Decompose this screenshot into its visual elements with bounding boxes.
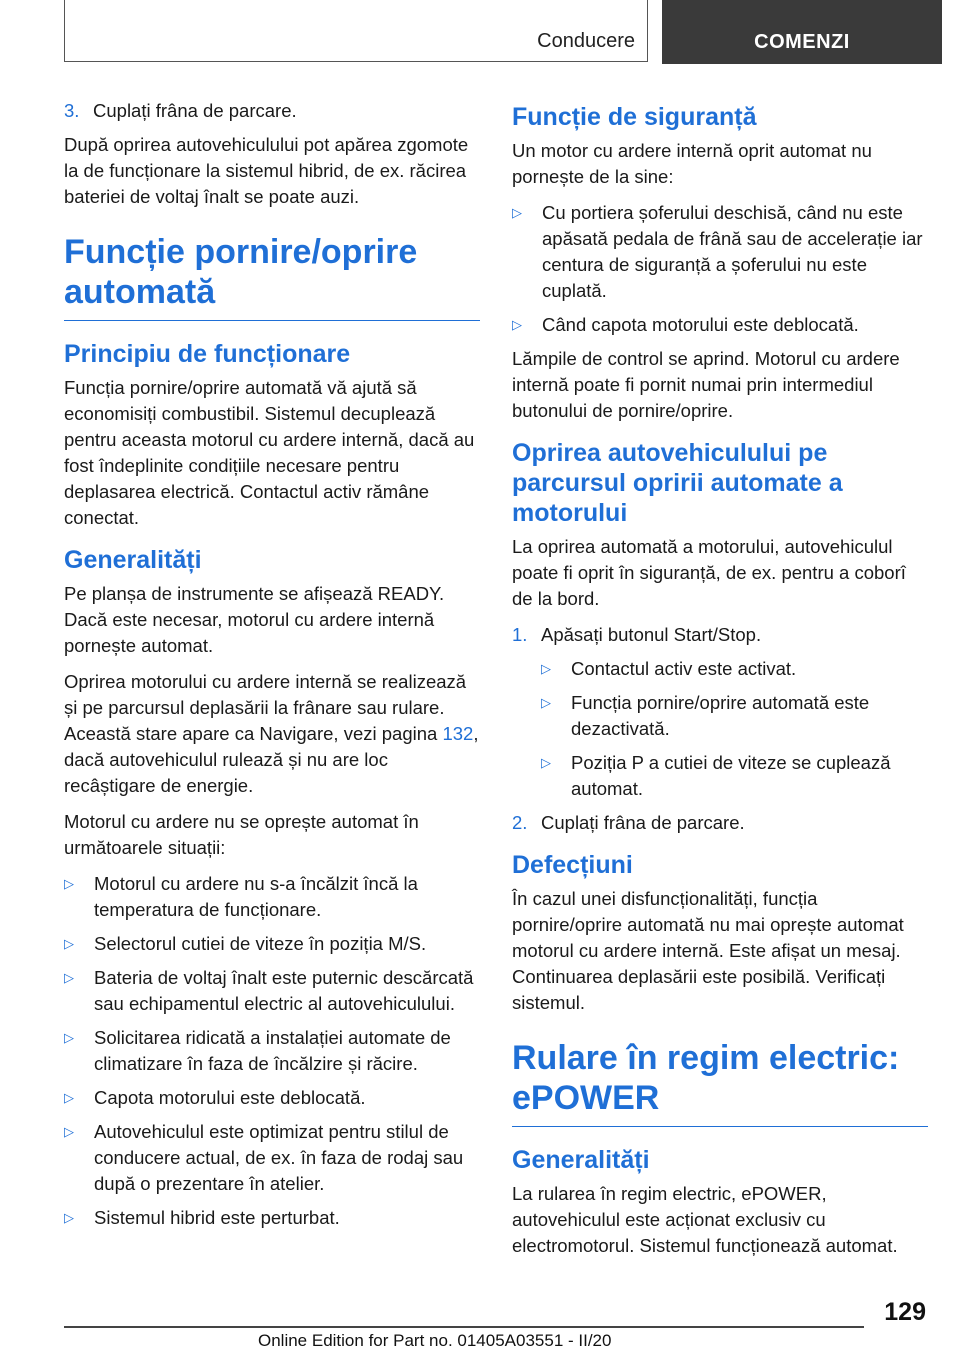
- triangle-bullet-icon: ▷: [541, 695, 551, 710]
- step-text: Cuplați frâna de parcare.: [93, 100, 297, 121]
- paragraph: La rularea în regim electric, ePOWER, autovehiculul este acționat exclusiv cu electromotorul. Sistemul funcționează automat.: [512, 1183, 898, 1256]
- bullet-list: [64, 871, 480, 1231]
- paragraph-text: Oprirea motorului cu ardere internă se realizează și pe parcursul deplasării la frânare sau rulare. Această stare apare ca Navigare, vezi pagina: [64, 671, 467, 744]
- paragraph: Un motor cu ardere internă oprit automat nu pornește de la sine:: [512, 140, 872, 187]
- section-heading: Rulare în regim electric: ePOWER: [512, 1038, 928, 1127]
- bullet-item: [541, 750, 928, 802]
- step-number: 3.: [64, 100, 80, 121]
- triangle-bullet-icon: ▷: [64, 1030, 74, 1045]
- bullet-text: Capota motorului este deblocată.: [94, 1087, 366, 1108]
- triangle-bullet-icon: ▷: [541, 755, 551, 770]
- bullet-text: Selectorul cutiei de viteze în poziția M/S.: [94, 933, 427, 954]
- triangle-bullet-icon: ▷: [512, 205, 522, 220]
- right-column: [512, 98, 928, 1269]
- step-text: Apăsați butonul Start/Stop.: [541, 624, 762, 645]
- bullet-item: [64, 1205, 480, 1231]
- bullet-item: [541, 656, 928, 682]
- bullet-text: Funcția pornire/oprire automată este dezactivată.: [571, 692, 870, 739]
- paragraph-text: , dacă autovehiculul rulează și nu are loc recâștigare de energie.: [64, 723, 479, 796]
- triangle-bullet-icon: ▷: [64, 876, 74, 891]
- paragraph: Motorul cu ardere nu se oprește automat în următoarele situații:: [64, 811, 419, 858]
- triangle-bullet-icon: ▷: [541, 661, 551, 676]
- section-box: [64, 0, 648, 62]
- subsection-heading: Principiu de funcționare: [64, 340, 351, 368]
- edition-text: Online Edition for Part no. 01405A03551 - II/20: [258, 1331, 612, 1350]
- bullet-item: [64, 931, 480, 957]
- bullet-item: [64, 965, 480, 1017]
- section-heading: Funcție pornire/oprire automată: [64, 232, 480, 321]
- subsection-heading: Generalități: [512, 1146, 650, 1174]
- bullet-item: [541, 690, 928, 742]
- triangle-bullet-icon: ▷: [64, 1090, 74, 1105]
- bullet-text: Motorul cu ardere nu s-a încălzit încă la temperatura de funcționare.: [94, 873, 418, 920]
- paragraph: [64, 669, 480, 799]
- bullet-item: [64, 1085, 480, 1111]
- triangle-bullet-icon: ▷: [512, 317, 522, 332]
- triangle-bullet-icon: ▷: [64, 1124, 74, 1139]
- chapter-tab: COMENZI: [662, 0, 942, 64]
- left-column: [64, 98, 480, 1239]
- footer-divider: [64, 1326, 864, 1328]
- bullet-text: Contactul activ este activat.: [571, 658, 797, 679]
- step-number: 2.: [512, 812, 528, 833]
- bullet-item: [512, 200, 928, 304]
- step-text: Cuplați frâna de parcare.: [541, 812, 745, 833]
- page-header: [0, 0, 960, 66]
- bullet-text: Poziția P a cutiei de viteze se cuplează automat.: [571, 752, 891, 799]
- section-title: Conducere: [537, 30, 635, 52]
- list-item: [512, 622, 928, 648]
- subsection-heading: Generalități: [64, 546, 202, 574]
- paragraph: Funcția pornire/oprire automată vă ajută să economisiți combustibil. Sistemul decuplează pentru aceasta motorul cu ardere internă, dacă au fost îndeplinite condițiile necesare pentru deplasarea electrică. Contactul activ rămâne conectat.: [64, 377, 475, 528]
- subsection-heading: Oprirea autovehiculului pe parcursul opririi automate a motorului: [512, 439, 843, 527]
- page-link[interactable]: 132: [442, 723, 474, 744]
- triangle-bullet-icon: ▷: [64, 1210, 74, 1225]
- bullet-text: Când capota motorului este deblocată.: [542, 314, 859, 335]
- paragraph: În cazul unei disfuncționalități, funcția pornire/oprire automată nu mai oprește automat motorul cu ardere internă. Este afișat un mesaj. Continuarea deplasării este posibilă. Verificați sistemul.: [512, 888, 904, 1013]
- paragraph: După oprirea autovehiculului pot apărea zgomote la de funcționare la sistemul hibrid, de ex. răcirea bateriei de voltaj înalt se poate auzi.: [64, 134, 469, 207]
- list-item: [512, 810, 928, 836]
- list-item: [64, 98, 480, 124]
- triangle-bullet-icon: ▷: [64, 970, 74, 985]
- triangle-bullet-icon: ▷: [64, 936, 74, 951]
- paragraph: Pe planșa de instrumente se afișează READY. Dacă este necesar, motorul cu ardere internă pornește automat.: [64, 583, 445, 656]
- subsection-heading: Defecțiuni: [512, 851, 633, 879]
- bullet-text: Bateria de voltaj înalt este puternic descărcată sau echipamentul electric al autovehiculului.: [94, 967, 474, 1014]
- subsection-heading: Funcție de siguranță: [512, 103, 757, 131]
- bullet-list: [512, 200, 928, 338]
- bullet-item: [64, 1025, 480, 1077]
- paragraph: La oprirea automată a motorului, autovehiculul poate fi oprit în siguranță, de ex. pentru a coborî de la bord.: [512, 536, 906, 609]
- bullet-text: Cu portiera șoferului deschisă, când nu este apăsată pedala de frână sau de accelerație iar centura de siguranță a șoferului nu este cuplată.: [542, 202, 923, 301]
- bullet-text: Autovehiculul este optimizat pentru stilul de conducere actual, de ex. în faza de rodaj sau după o prezentare în atelier.: [94, 1121, 464, 1194]
- sub-bullet-list: [541, 656, 928, 802]
- page-number: 129: [884, 1298, 926, 1326]
- step-number: 1.: [512, 624, 528, 645]
- bullet-item: [512, 312, 928, 338]
- bullet-item: [64, 871, 480, 923]
- paragraph: Lămpile de control se aprind. Motorul cu ardere internă poate fi pornit numai prin intermediul butonului de pornire/oprire.: [512, 348, 900, 421]
- bullet-item: [64, 1119, 480, 1197]
- bullet-text: Solicitarea ridicată a instalației automate de climatizare în faza de încălzire și răcire.: [94, 1027, 451, 1074]
- bullet-text: Sistemul hibrid este perturbat.: [94, 1207, 340, 1228]
